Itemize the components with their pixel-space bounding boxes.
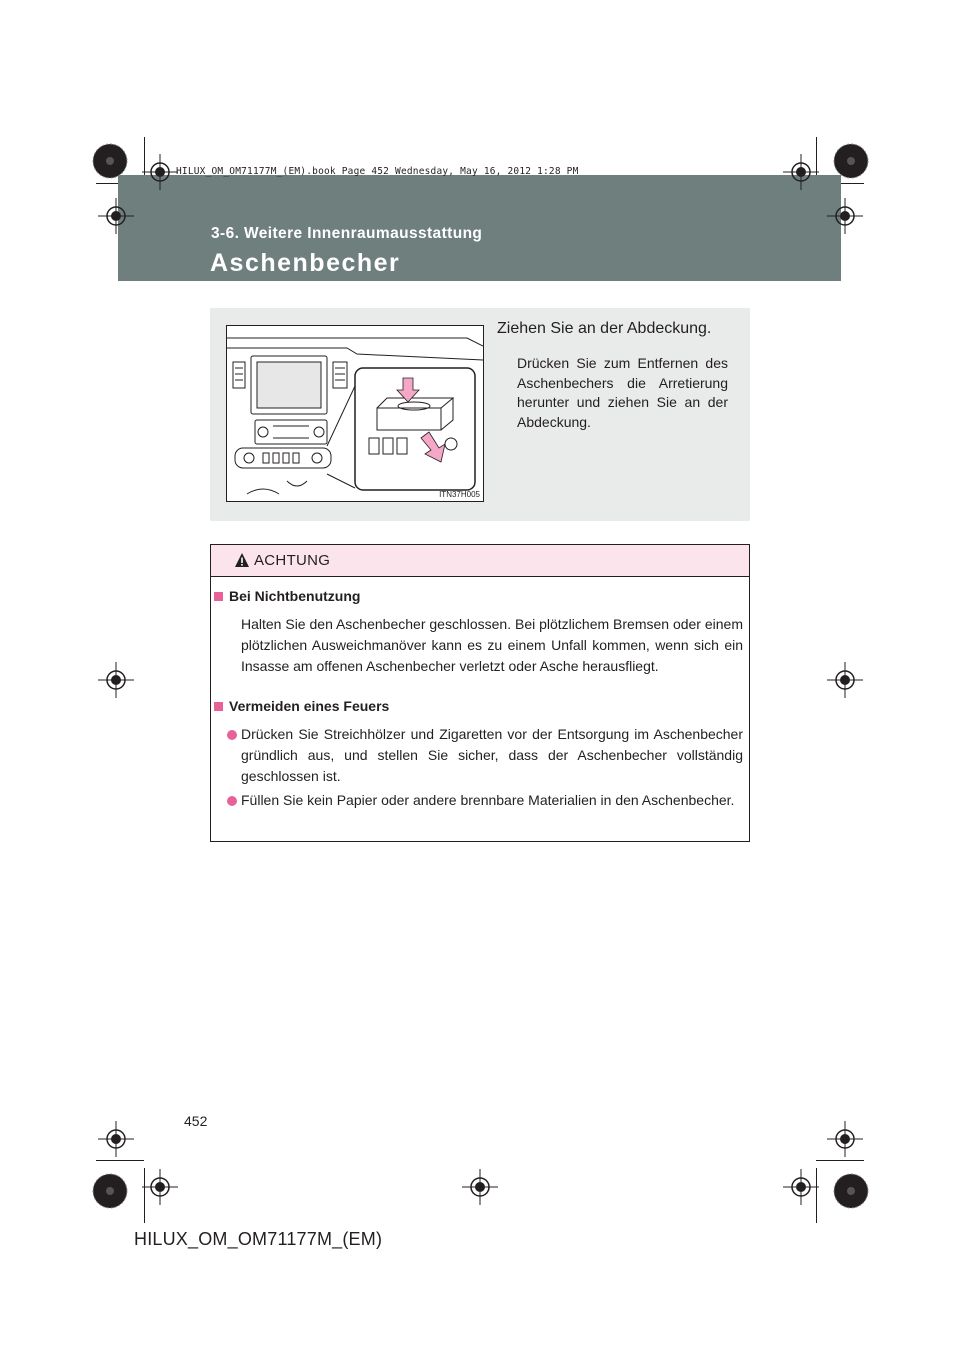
square-bullet-icon [214, 702, 223, 711]
registration-mark-icon [825, 660, 865, 700]
illustration-code: ITN37H005 [439, 490, 480, 499]
warning-title: ACHTUNG [254, 552, 331, 569]
page-number: 452 [184, 1113, 208, 1129]
starburst-mark-icon [91, 142, 129, 180]
section-text: Halten Sie den Aschenbecher geschlossen. Bei plötzlichem Bremsen oder einem plötzlichen Ausweichmanöver kann es zu einem Unfall kommen, wenn sich ein Insasse am offenen Aschenbecher verletzt oder Asche herausfliegt. [241, 616, 743, 674]
section-label: 3-6. Weitere Innenraumausstattung [211, 225, 483, 242]
registration-mark-icon [140, 1167, 180, 1207]
bullet-text: Füllen Sie kein Papier oder andere brennbare Materialien in den Aschenbecher. [241, 792, 735, 808]
bullet-text: Drücken Sie Streichhölzer und Zigaretten vor der Entsorgung im Aschenbecher gründlich aus, und stellen Sie sicher, dass der Aschenbecher vollständig geschlossen ist. [241, 726, 743, 784]
starburst-mark-icon [832, 1172, 870, 1210]
document-code: HILUX_OM_OM71177M_(EM) [134, 1229, 383, 1249]
round-bullet-icon [227, 796, 237, 806]
section-heading-text: Bei Nichtbenutzung [229, 588, 361, 604]
illustration-frame [226, 325, 484, 502]
instruction-heading: Ziehen Sie an der Abdeckung. [497, 320, 712, 337]
registration-mark-icon [825, 1119, 865, 1159]
registration-mark-icon [460, 1167, 500, 1207]
section-heading [214, 588, 360, 604]
warning-box [210, 544, 750, 842]
registration-mark-icon [96, 1119, 136, 1159]
registration-mark-icon [825, 196, 865, 236]
registration-mark-icon [96, 660, 136, 700]
starburst-mark-icon [91, 1172, 129, 1210]
instruction-body: Drücken Sie zum Entfernen des Aschenbechers die Arretierung herunter und ziehen Sie an der Abdeckung. [517, 355, 728, 430]
warning-header [211, 545, 749, 577]
book-info: HILUX_OM_OM71177M_(EM).book Page 452 Wednesday, May 16, 2012 1:28 PM [176, 166, 579, 177]
section-heading-text: Vermeiden eines Feuers [229, 698, 390, 714]
round-bullet-icon [227, 730, 237, 740]
crop-line [816, 1160, 864, 1161]
crop-line [96, 1160, 144, 1161]
section-heading [214, 698, 389, 714]
registration-mark-icon [781, 1167, 821, 1207]
ashtray-illustration [227, 326, 483, 501]
registration-mark-icon [96, 196, 136, 236]
starburst-mark-icon [832, 142, 870, 180]
registration-mark-icon [140, 152, 180, 192]
registration-mark-icon [781, 152, 821, 192]
warning-icon [234, 552, 250, 568]
square-bullet-icon [214, 592, 223, 601]
page-title: Aschenbecher [210, 249, 401, 277]
